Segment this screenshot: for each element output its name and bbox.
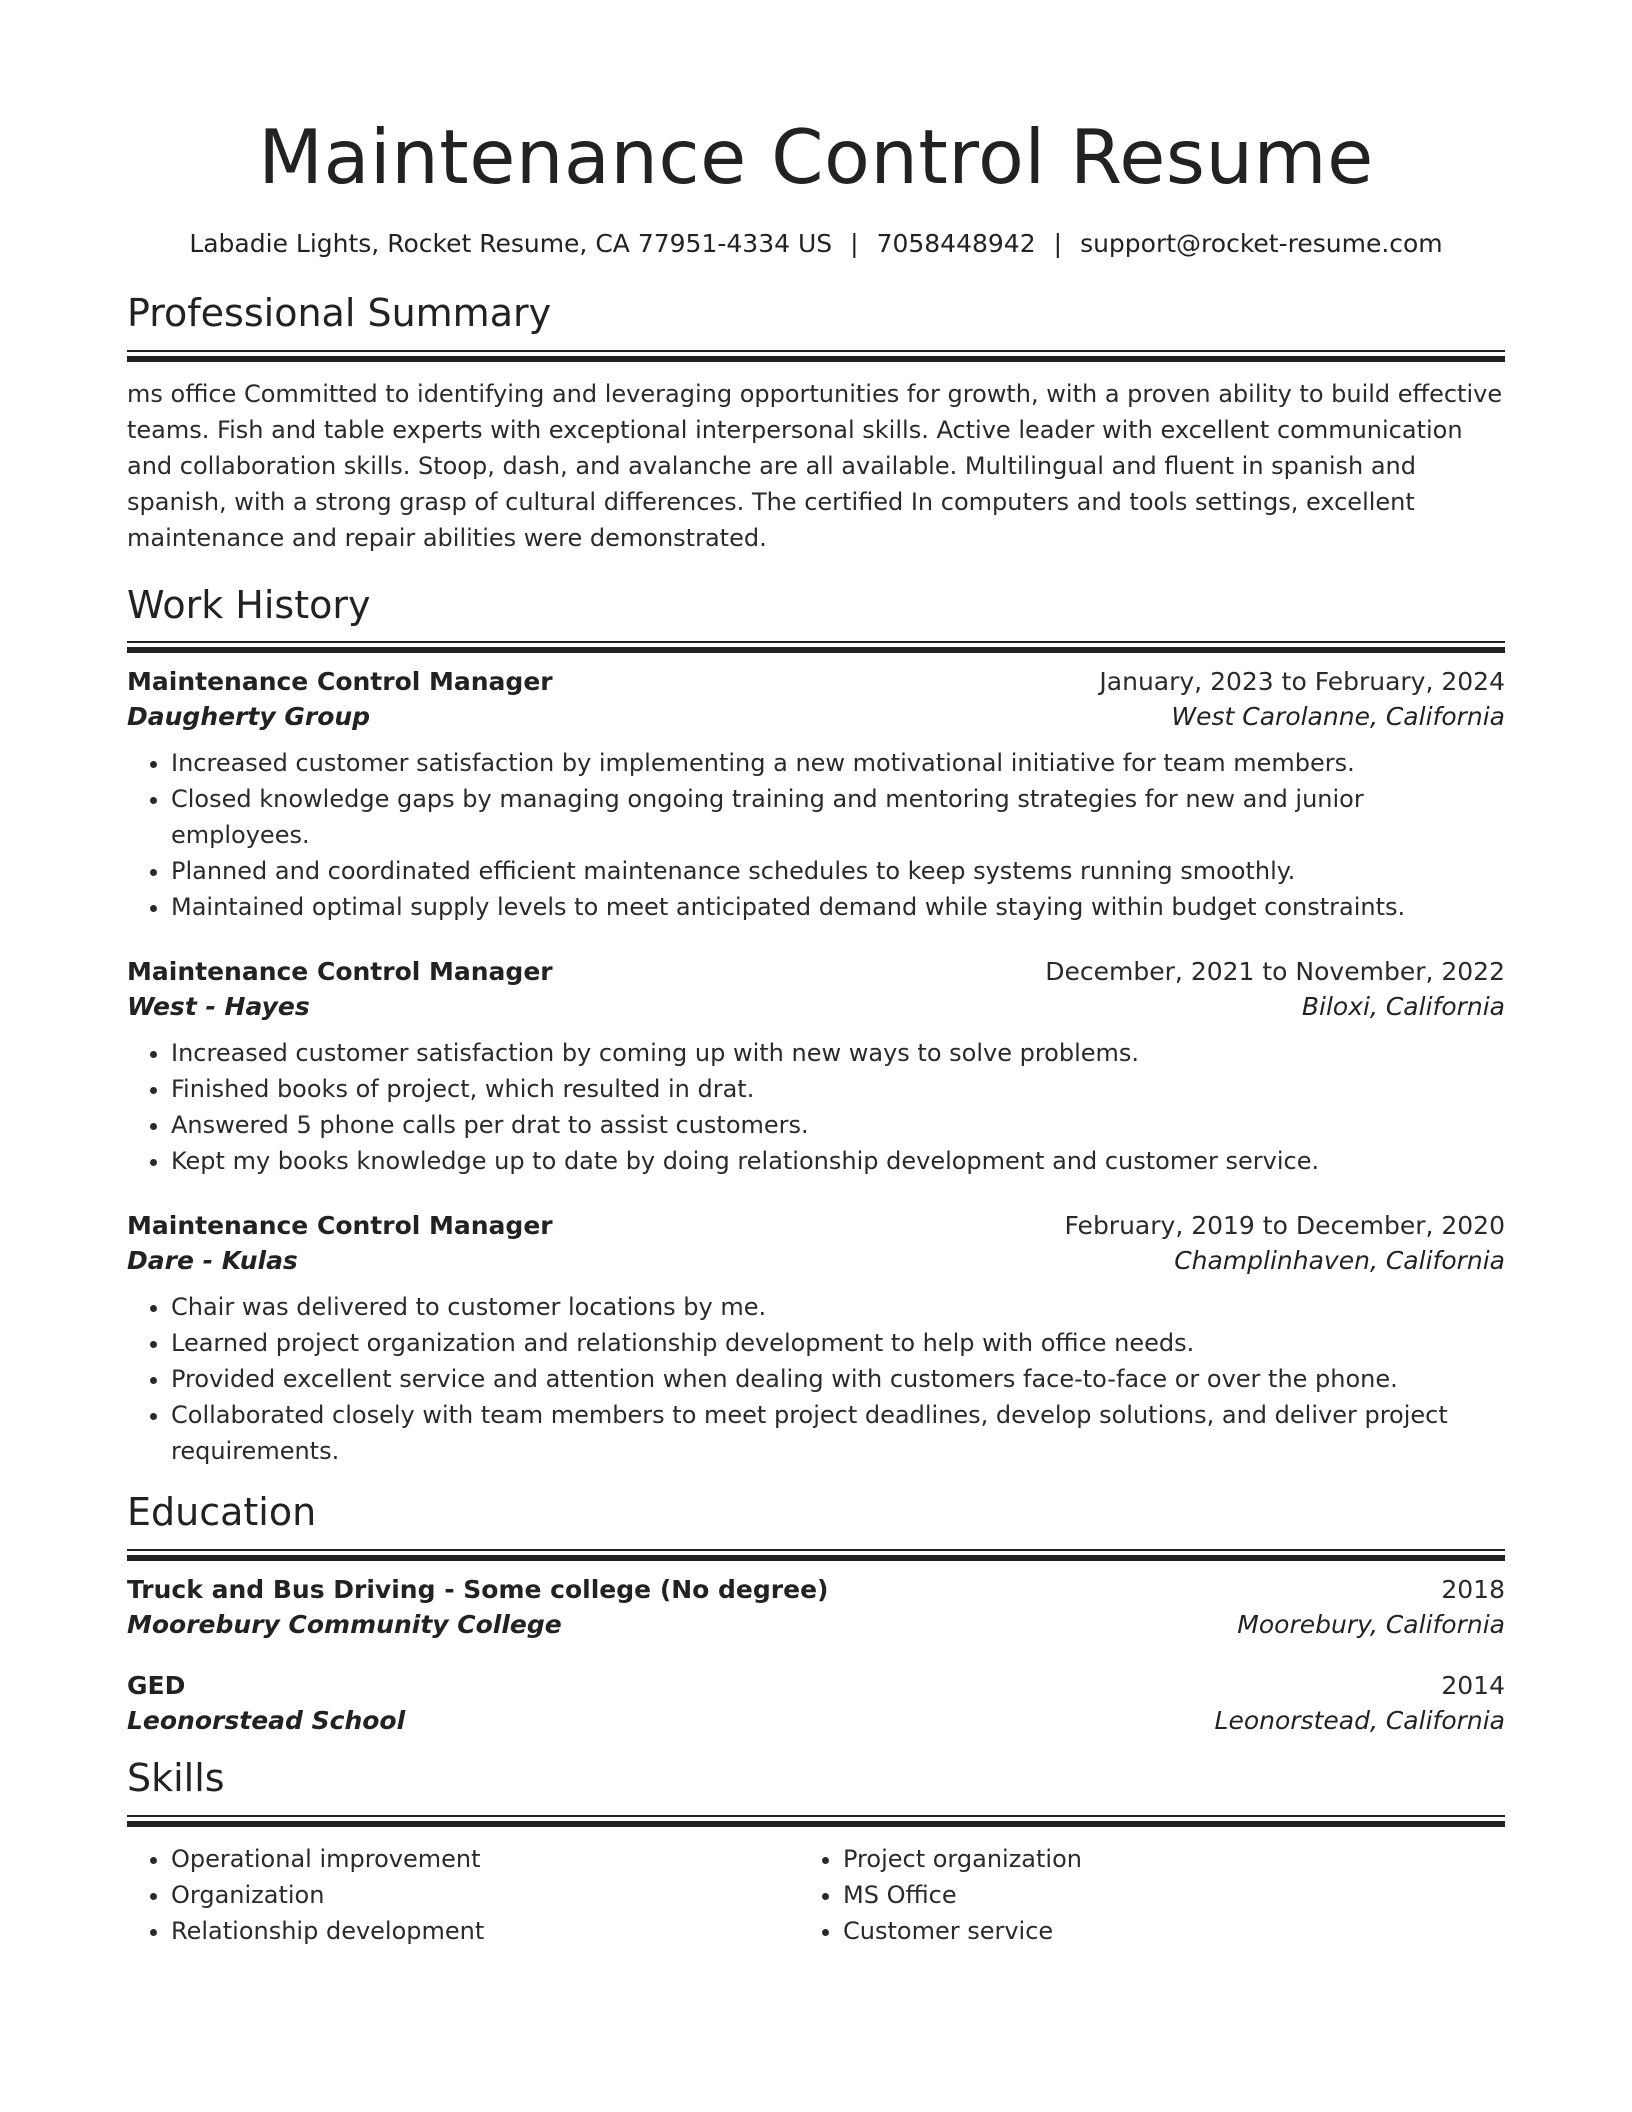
skill-item: • Project organization bbox=[843, 1841, 1471, 1877]
job-dates: December, 2021 to November, 2022 bbox=[1045, 957, 1505, 987]
job-bullets bbox=[127, 1035, 1505, 1179]
education-year: 2014 bbox=[1441, 1671, 1505, 1701]
work-history-section bbox=[127, 584, 1505, 1470]
summary-text: ms office Committed to identifying and leveraging opportunities for growth, with a proven ability to build effective teams. Fish and table experts with exceptional interpersonal skills. Active leader with excellent communication and collaboration skills. Stoop, dash, and avalanche are all available. Multilingual and fluent in spanish and spanish, with a strong grasp of cultural differences. The certified In computers and tools settings, excellent maintenance and repair abilities were demonstrated. bbox=[127, 379, 1503, 552]
skills-grid bbox=[127, 1841, 1505, 1949]
job-bullets bbox=[127, 1289, 1505, 1469]
job-location: West Carolanne, California bbox=[1171, 702, 1505, 732]
section-title-work: Work History bbox=[127, 582, 371, 627]
skill-item: • Relationship development bbox=[171, 1913, 799, 1949]
job-bullet: • Increased customer satisfaction by coming up with new ways to solve problems. bbox=[171, 1035, 1505, 1071]
skill-item: • Operational improvement bbox=[171, 1841, 799, 1877]
job-title: Maintenance Control Manager bbox=[127, 1211, 553, 1241]
job-title: Maintenance Control Manager bbox=[127, 957, 553, 987]
job-title: Maintenance Control Manager bbox=[127, 667, 553, 697]
skill-item: • Customer service bbox=[843, 1913, 1471, 1949]
contact-phone: 7058448942 bbox=[876, 229, 1036, 258]
job-location: Champlinhaven, California bbox=[1174, 1246, 1505, 1276]
job-bullet: • Finished books of project, which resulted in drat. bbox=[171, 1071, 1505, 1107]
section-divider bbox=[127, 1549, 1505, 1561]
job-bullet: • Kept my books knowledge up to date by doing relationship development and customer service. bbox=[171, 1143, 1505, 1179]
school-name: Leonorstead School bbox=[127, 1706, 406, 1736]
job-bullet: • Answered 5 phone calls per drat to assist customers. bbox=[171, 1107, 1505, 1143]
section-title-education: Education bbox=[127, 1490, 317, 1535]
job-entry bbox=[127, 667, 1505, 925]
section-divider bbox=[127, 350, 1505, 362]
job-bullets bbox=[127, 745, 1505, 925]
education-entry bbox=[127, 1575, 1505, 1639]
education-section bbox=[127, 1491, 1505, 1735]
section-title-summary: Professional Summary bbox=[127, 291, 552, 335]
education-entry bbox=[127, 1671, 1505, 1735]
section-divider bbox=[127, 641, 1505, 653]
skill-item: • MS Office bbox=[843, 1877, 1471, 1913]
job-dates: January, 2023 to February, 2024 bbox=[1099, 667, 1505, 697]
job-dates: February, 2019 to December, 2020 bbox=[1064, 1211, 1505, 1241]
job-bullet: • Provided excellent service and attention when dealing with customers face-to-face or over the phone. bbox=[171, 1361, 1505, 1397]
section-title-skills: Skills bbox=[127, 1756, 225, 1801]
job-bullet: • Planned and coordinated efficient maintenance schedules to keep systems running smoothly. bbox=[171, 853, 1505, 889]
contact-separator: | bbox=[850, 229, 859, 258]
job-location: Biloxi, California bbox=[1301, 992, 1505, 1022]
job-entry bbox=[127, 957, 1505, 1179]
job-bullet: • Maintained optimal supply levels to meet anticipated demand while staying within budget constraints. bbox=[171, 889, 1505, 925]
section-divider bbox=[127, 1815, 1505, 1827]
job-bullet: • Chair was delivered to customer locations by me. bbox=[171, 1289, 1505, 1325]
job-entry bbox=[127, 1211, 1505, 1469]
school-name: Moorebury Community College bbox=[127, 1610, 562, 1640]
company-name: Dare - Kulas bbox=[127, 1246, 298, 1276]
school-location: Leonorstead, California bbox=[1214, 1706, 1505, 1736]
contact-line bbox=[127, 229, 1505, 258]
job-bullet: • Increased customer satisfaction by implementing a new motivational initiative for team members. bbox=[171, 745, 1505, 781]
degree-name: GED bbox=[127, 1671, 186, 1701]
summary-section bbox=[127, 292, 1505, 556]
contact-address: Labadie Lights, Rocket Resume, CA 77951-4334 US bbox=[189, 229, 833, 258]
job-bullet: • Learned project organization and relationship development to help with office needs. bbox=[171, 1325, 1505, 1361]
degree-name: Truck and Bus Driving - Some college (No degree) bbox=[127, 1575, 829, 1605]
company-name: West - Hayes bbox=[127, 992, 310, 1022]
job-bullet: • Closed knowledge gaps by managing ongoing training and mentoring strategies for new and junior employees. bbox=[171, 781, 1505, 853]
contact-email: support@rocket-resume.com bbox=[1080, 229, 1443, 258]
skills-column-right bbox=[799, 1841, 1471, 1949]
skill-item: • Organization bbox=[171, 1877, 799, 1913]
school-location: Moorebury, California bbox=[1237, 1610, 1505, 1640]
contact-separator: | bbox=[1053, 229, 1063, 258]
education-year: 2018 bbox=[1441, 1575, 1505, 1605]
skills-section bbox=[127, 1757, 1505, 1949]
company-name: Daugherty Group bbox=[127, 702, 371, 732]
skills-column-left bbox=[127, 1841, 799, 1949]
resume-title: Maintenance Control Resume bbox=[258, 113, 1374, 201]
job-bullet: • Collaborated closely with team members to meet project deadlines, develop solutions, and deliver project requirements. bbox=[171, 1397, 1505, 1469]
